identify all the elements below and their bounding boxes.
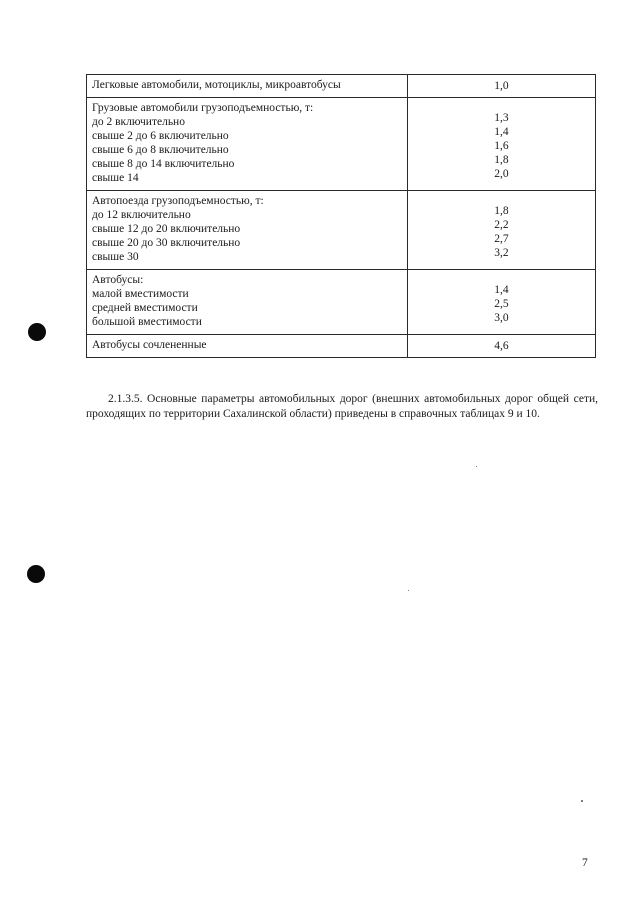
vehicle-type-cell (87, 335, 408, 358)
coefficient-cell (407, 191, 595, 270)
vehicle-type-line: малой вместимости (92, 288, 189, 300)
vehicle-type-line: свыше 12 до 20 включительно (92, 223, 241, 235)
body-paragraph: 2.1.3.5. Основные параметры автомобильных дорог (внешних автомобильных дорог общей сети, проходящих по территории Сахалинской области) приведены в справочных таблицах 9 и 10. (86, 393, 598, 420)
vehicle-type-line: свыше 30 (92, 251, 139, 263)
vehicle-type-line: средней вместимости (92, 302, 198, 314)
vehicle-group-heading: Автопоезда грузоподъемностью, т: (92, 195, 264, 207)
punch-hole (28, 323, 46, 341)
vehicle-type-line: свыше 8 до 14 включительно (92, 158, 235, 170)
vehicle-type-line: свыше 14 (92, 172, 139, 184)
vehicle-coefficient-table (86, 74, 596, 358)
coefficient-cell (407, 335, 595, 358)
scan-speck (581, 800, 583, 802)
coefficient-value: 1,8 (494, 154, 509, 166)
vehicle-group-heading: Автобусы: (92, 274, 144, 286)
coefficient-value: 4,6 (494, 340, 509, 352)
table-row (87, 270, 596, 335)
vehicle-type-cell (87, 191, 408, 270)
coefficient-cell (407, 98, 595, 191)
vehicle-type-cell (87, 98, 408, 191)
coefficient-value: 1,0 (494, 80, 509, 92)
coefficient-value: 2,2 (494, 219, 509, 231)
table-row (87, 75, 596, 98)
coefficient-value: 2,5 (494, 298, 509, 310)
table-row (87, 98, 596, 191)
coefficient-value: 3,0 (494, 312, 509, 324)
vehicle-type-line: Автобусы сочлененные (92, 339, 207, 351)
coefficient-value: 1,3 (494, 112, 509, 124)
coefficient-value: 2,7 (494, 233, 509, 245)
coefficient-cell (407, 270, 595, 335)
vehicle-type-line: свыше 6 до 8 включительно (92, 144, 229, 156)
table-row (87, 335, 596, 358)
table-row (87, 191, 596, 270)
vehicle-type-line: до 2 включительно (92, 116, 185, 128)
coefficient-value: 3,2 (494, 247, 509, 259)
scan-speck (408, 590, 409, 591)
coefficient-value: 2,0 (494, 168, 509, 180)
coefficient-value: 1,4 (494, 284, 509, 296)
vehicle-type-line: Легковые автомобили, мотоциклы, микроавтобусы (92, 79, 341, 91)
coefficient-value: 1,6 (494, 140, 509, 152)
punch-hole (27, 565, 45, 583)
page-number: 7 (582, 857, 588, 869)
coefficient-value: 1,8 (494, 205, 509, 217)
vehicle-type-line: свыше 2 до 6 включительно (92, 130, 229, 142)
vehicle-type-cell (87, 75, 408, 98)
vehicle-type-line: до 12 включительно (92, 209, 191, 221)
vehicle-type-line: большой вместимости (92, 316, 202, 328)
vehicle-type-cell (87, 270, 408, 335)
coefficient-cell (407, 75, 595, 98)
vehicle-type-line: свыше 20 до 30 включительно (92, 237, 241, 249)
vehicle-group-heading: Грузовые автомобили грузоподъемностью, т: (92, 102, 314, 114)
scan-speck (476, 466, 477, 467)
coefficient-value: 1,4 (494, 126, 509, 138)
